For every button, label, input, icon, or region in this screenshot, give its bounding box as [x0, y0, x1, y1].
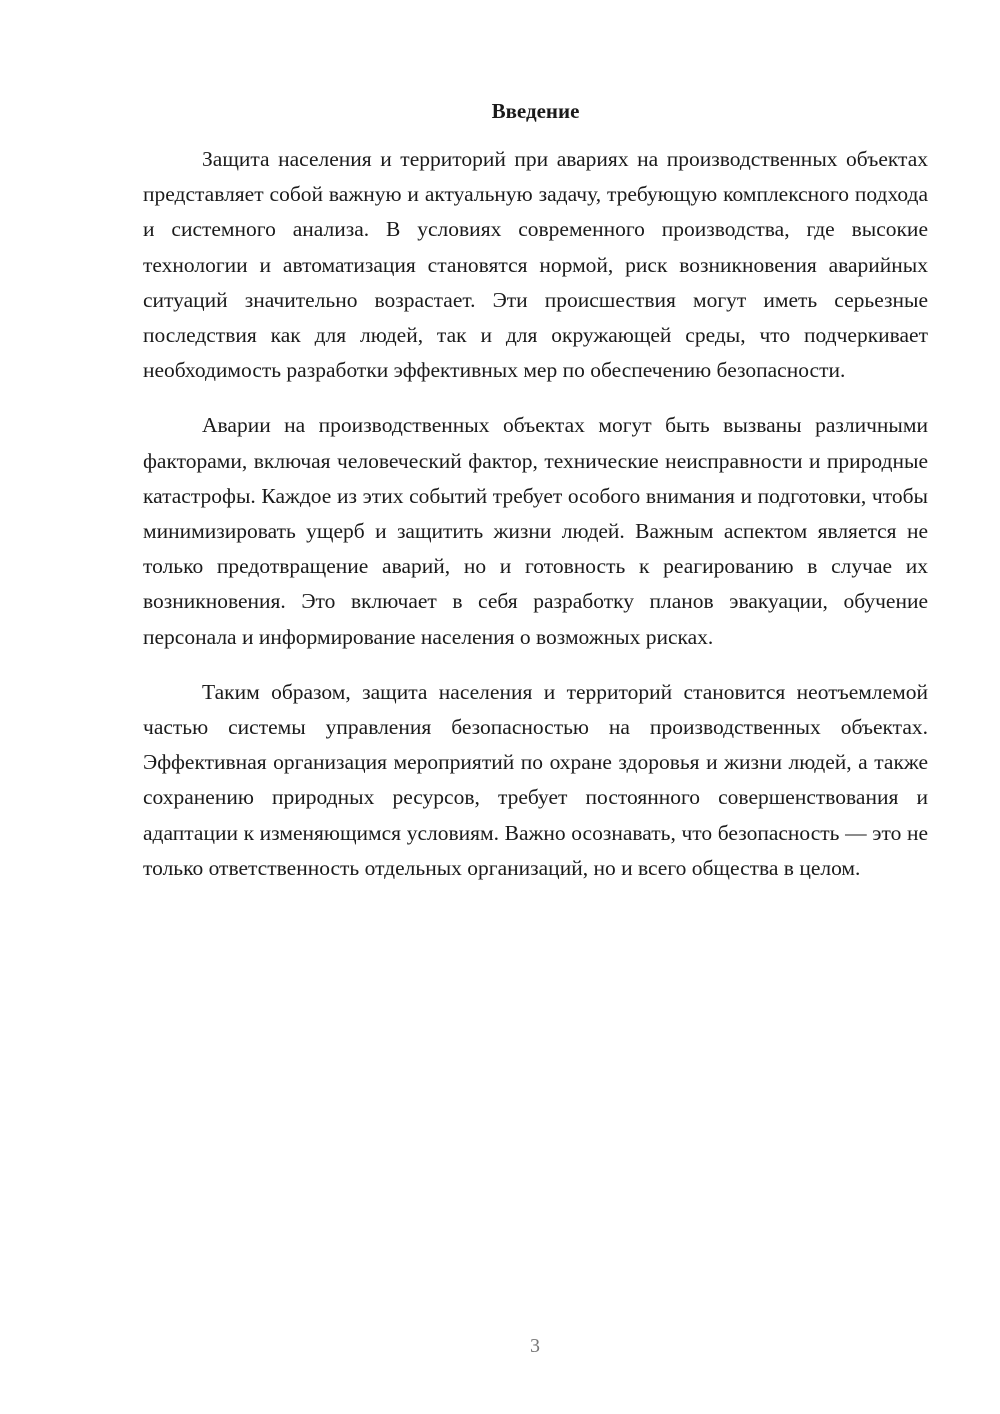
paragraph-3: Таким образом, защита населения и территорий становится неотъемлемой частью системы управления безопасностью на производственных объектах. Эффективная организация мероприятий по охране здоровья и жизни людей, а также сохранению природных ресурсов, требует постоянного совершенствования и адаптации к изменяющимся условиям. Важно осознавать, что безопасность — это не только ответственность отдельных организаций, но и всего общества в целом. [143, 679, 928, 880]
paragraph-1: Защита населения и территорий при авариях на производственных объектах представляет собой важную и актуальную задачу, требующую комплексного подхода и системного анализа. В условиях современного производства, где высокие технологии и автоматизация становятся нормой, риск возникновения аварийных ситуаций значительно возрастает. Эти происшествия могут иметь серьезные последствия как для людей, так и для окружающей среды, что подчеркивает необходимость разработки эффективных мер по обеспечению безопасности. [143, 147, 928, 383]
page-number: 3 [530, 1335, 540, 1357]
paragraph-2: Аварии на производственных объектах могут быть вызваны различными факторами, включая человеческий фактор, технические неисправности и природные катастрофы. Каждое из этих событий требует особого внимания и подготовки, чтобы минимизировать ущерб и защитить жизни людей. Важным аспектом является не только предотвращение аварий, но и готовность к реагированию в случае их возникновения. Это включает в себя разработку планов эвакуации, обучение персонала и информирование населения о возможных рисках. [143, 413, 928, 649]
section-heading: Введение [491, 99, 580, 123]
body-text [143, 142, 928, 906]
